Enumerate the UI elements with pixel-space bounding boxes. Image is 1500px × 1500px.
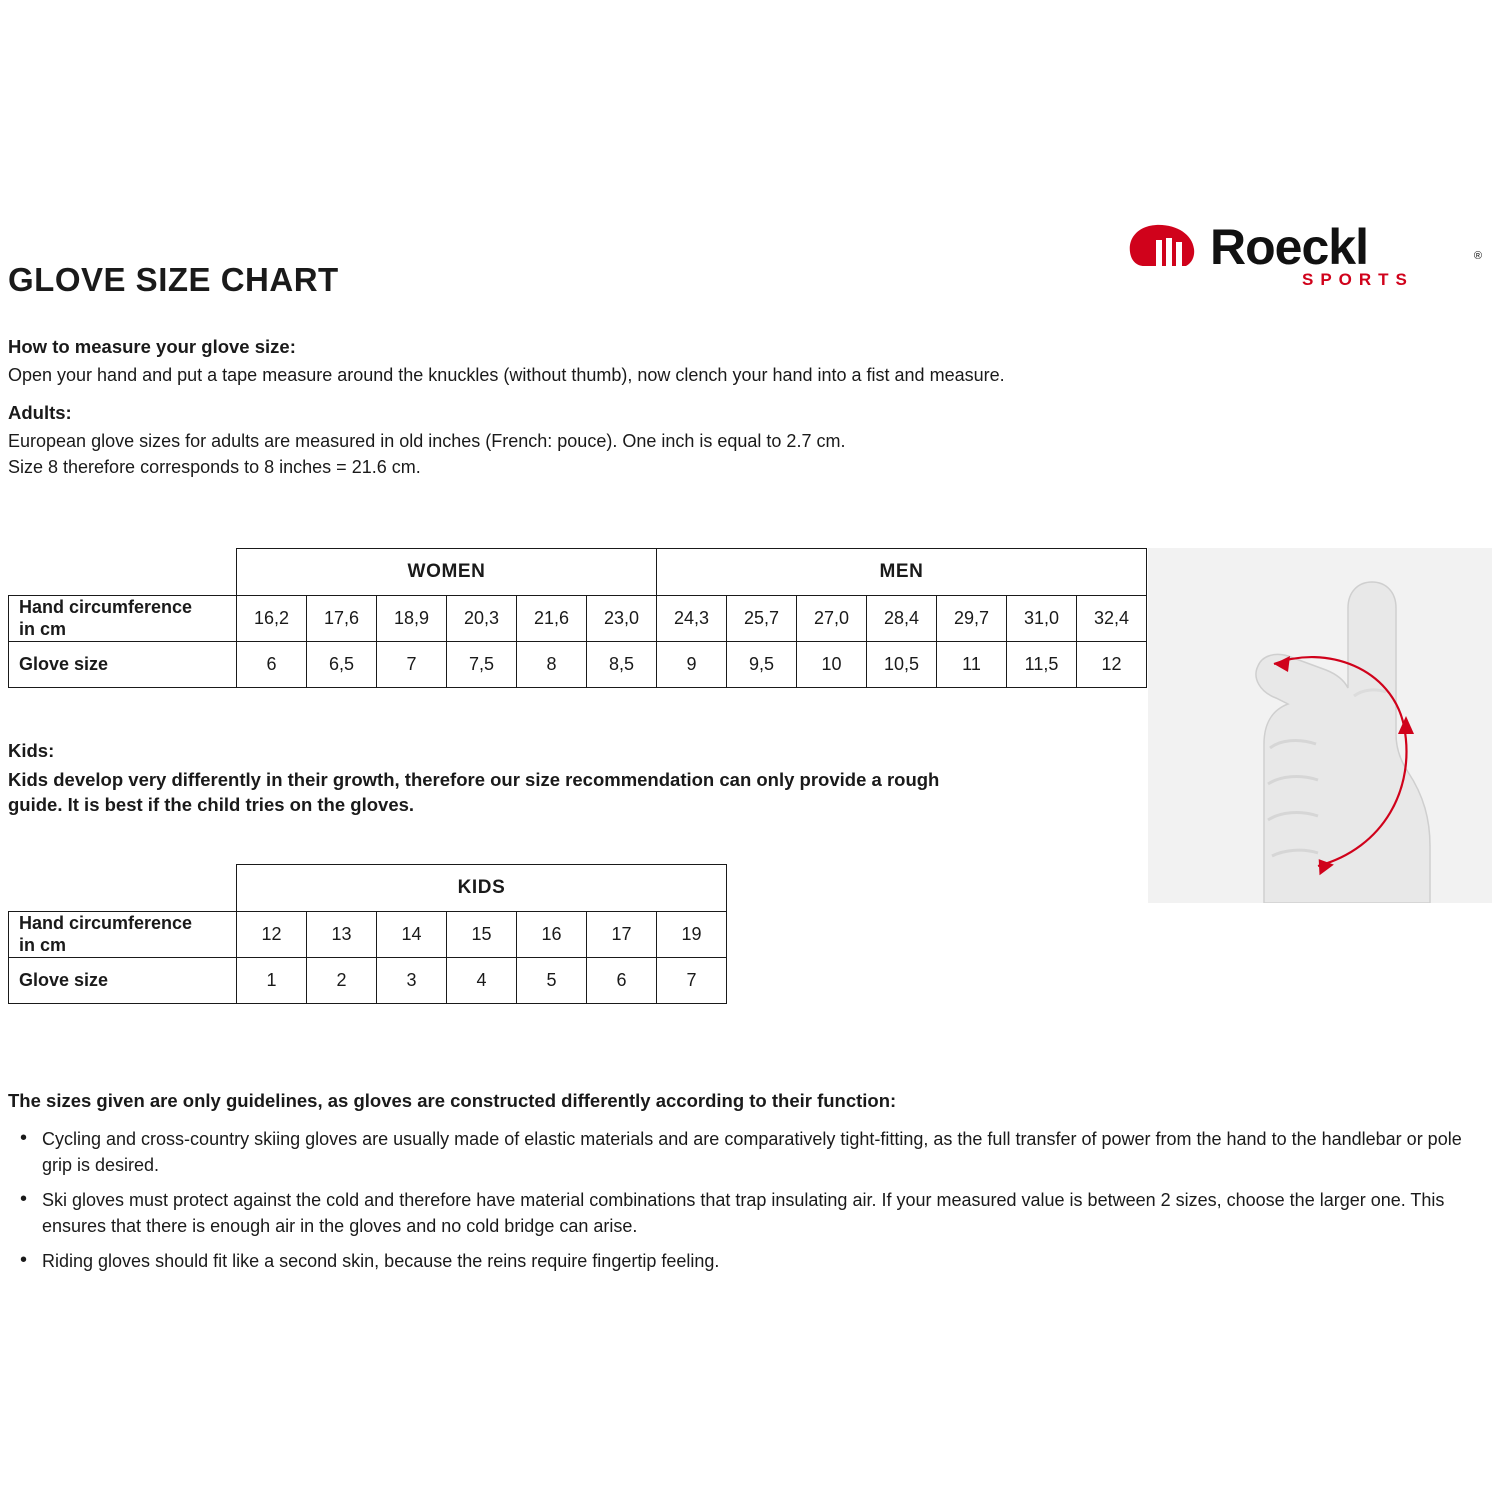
group-header-women: WOMEN xyxy=(237,549,657,596)
adults-heading: Adults: xyxy=(8,401,72,423)
intro-section xyxy=(8,336,1308,493)
cell-circ-1: 12 xyxy=(237,912,307,958)
footer-notes-section xyxy=(8,1090,1488,1283)
cell-circ-4: 15 xyxy=(447,912,517,958)
table-group-header-row xyxy=(9,549,1147,596)
cell-size-3: 7 xyxy=(377,642,447,688)
group-header-kids: KIDS xyxy=(237,865,727,912)
cell-size-10: 10,5 xyxy=(867,642,937,688)
cell-size-5: 5 xyxy=(517,958,587,1004)
group-header-spacer xyxy=(9,549,237,596)
cell-circ-1: 16,2 xyxy=(237,596,307,642)
registered-mark: ® xyxy=(1473,250,1482,262)
adults-size-table-wrap xyxy=(8,548,1147,688)
footer-notes-list xyxy=(8,1126,1488,1274)
cell-circ-10: 28,4 xyxy=(867,596,937,642)
cell-circ-6: 23,0 xyxy=(587,596,657,642)
cell-size-2: 6,5 xyxy=(307,642,377,688)
row-label-line-1: Glove size xyxy=(19,969,109,990)
cell-circ-3: 14 xyxy=(377,912,447,958)
cell-circ-9: 27,0 xyxy=(797,596,867,642)
row-label-line-1: Hand circumference xyxy=(19,912,193,933)
row-label-glove-size xyxy=(9,958,237,1004)
brand-subtitle: SPORTS xyxy=(1302,270,1414,289)
list-item: • Ski gloves must protect against the cold and therefore have material combinations that trap insulating air. If your measured value is between 2 sizes, choose the larger one. This ensures that there is enough air in the gloves and no cold bridge can arise. xyxy=(8,1187,1488,1239)
kids-size-table-wrap xyxy=(8,864,727,1004)
cell-circ-7: 19 xyxy=(657,912,727,958)
cell-circ-12: 31,0 xyxy=(1007,596,1077,642)
row-label-line-1: Hand circumference xyxy=(19,596,193,617)
row-label-line-1: Glove size xyxy=(19,653,109,674)
hand-illustration-svg xyxy=(1148,548,1492,903)
kids-line-1: Kids develop very differently in their growth, therefore our size recommendation can only provide a rough xyxy=(8,769,940,790)
kids-line-2: guide. It is best if the child tries on the gloves. xyxy=(8,793,415,815)
cell-circ-4: 20,3 xyxy=(447,596,517,642)
hand-measurement-image xyxy=(1148,548,1492,903)
cell-size-12: 11,5 xyxy=(1007,642,1077,688)
cell-size-3: 3 xyxy=(377,958,447,1004)
adults-size-table xyxy=(8,548,1147,688)
row-label-line-2: in cm xyxy=(19,618,67,639)
list-item: • Cycling and cross-country skiing gloves are usually made of elastic materials and are comparatively tight-fitting, as the full transfer of power from the hand to the handlebar or pole grip is desired. xyxy=(8,1126,1488,1178)
row-label-circumference xyxy=(9,912,237,958)
brand-logo xyxy=(1112,220,1482,305)
footer-heading: The sizes given are only guidelines, as gloves are constructed differently according to their function: xyxy=(8,1090,897,1111)
page-title: GLOVE SIZE CHART xyxy=(8,261,339,298)
cell-size-7: 7 xyxy=(657,958,727,1004)
cell-size-5: 8 xyxy=(517,642,587,688)
table-row xyxy=(9,912,727,958)
table-row xyxy=(9,596,1147,642)
cell-circ-5: 16 xyxy=(517,912,587,958)
row-label-circumference xyxy=(9,596,237,642)
cell-size-8: 9,5 xyxy=(727,642,797,688)
adults-line-1: European glove sizes for adults are measured in old inches (French: pouce). One inch is equal to 2.7 cm. xyxy=(8,430,846,451)
cell-size-6: 6 xyxy=(587,958,657,1004)
adults-line-2: Size 8 therefore corresponds to 8 inches = 21.6 cm. xyxy=(8,456,421,477)
row-label-glove-size xyxy=(9,642,237,688)
cell-size-2: 2 xyxy=(307,958,377,1004)
kids-size-table xyxy=(8,864,727,1004)
group-header-men: MEN xyxy=(657,549,1147,596)
list-item: • Riding gloves should fit like a second skin, because the reins require fingertip feeling. xyxy=(8,1248,1488,1274)
cell-circ-2: 17,6 xyxy=(307,596,377,642)
row-label-line-2: in cm xyxy=(19,934,67,955)
table-row xyxy=(9,642,1147,688)
cell-circ-6: 17 xyxy=(587,912,657,958)
measure-heading: How to measure your glove size: xyxy=(8,336,296,357)
cell-circ-7: 24,3 xyxy=(657,596,727,642)
table-group-header-row xyxy=(9,865,727,912)
roeckl-hand-logo-icon xyxy=(1124,222,1202,270)
measure-text: Open your hand and put a tape measure around the knuckles (without thumb), now clench your hand into a fist and measure. xyxy=(8,365,1005,385)
cell-size-13: 12 xyxy=(1077,642,1147,688)
cell-size-1: 1 xyxy=(237,958,307,1004)
cell-circ-2: 13 xyxy=(307,912,377,958)
cell-size-6: 8,5 xyxy=(587,642,657,688)
page-header xyxy=(8,219,1492,325)
cell-size-4: 7,5 xyxy=(447,642,517,688)
cell-size-11: 11 xyxy=(937,642,1007,688)
cell-circ-3: 18,9 xyxy=(377,596,447,642)
cell-size-9: 10 xyxy=(797,642,867,688)
cell-circ-5: 21,6 xyxy=(517,596,587,642)
cell-circ-13: 32,4 xyxy=(1077,596,1147,642)
kids-heading: Kids: xyxy=(8,740,55,761)
cell-circ-8: 25,7 xyxy=(727,596,797,642)
cell-circ-11: 29,7 xyxy=(937,596,1007,642)
cell-size-7: 9 xyxy=(657,642,727,688)
kids-intro-section xyxy=(8,740,1128,824)
cell-size-4: 4 xyxy=(447,958,517,1004)
table-row xyxy=(9,958,727,1004)
cell-size-1: 6 xyxy=(237,642,307,688)
brand-name: Roeckl xyxy=(1210,219,1368,275)
group-header-spacer xyxy=(9,865,237,912)
